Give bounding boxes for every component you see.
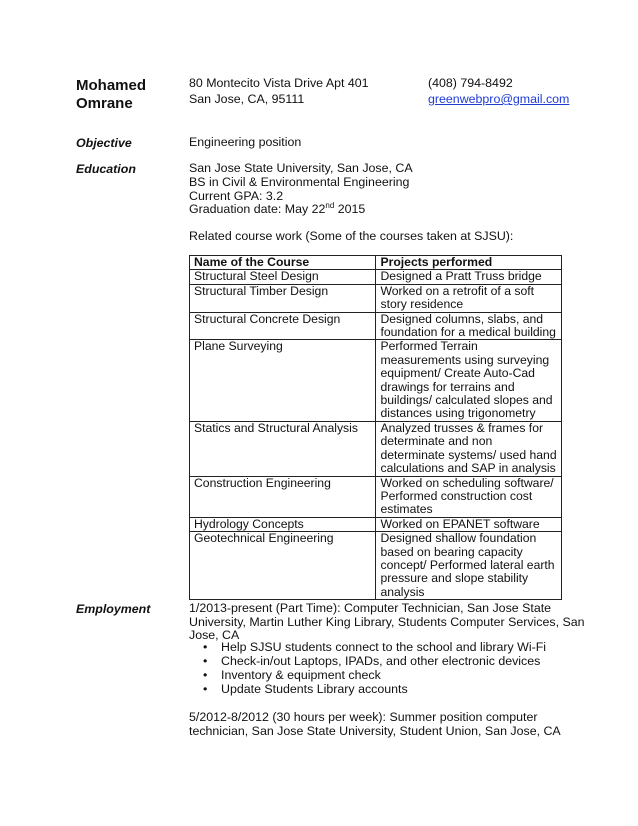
table-row (190, 312, 562, 340)
objective-text: Engineering position (189, 135, 302, 149)
list-item: • Update Students Library accounts (221, 682, 546, 696)
course-name: Hydrology Concepts (190, 517, 376, 531)
course-name: Structural Concrete Design (190, 312, 376, 340)
course-name: Statics and Structural Analysis (190, 421, 376, 476)
table-row (190, 421, 562, 476)
table-header-row (190, 256, 562, 270)
employment-label: Employment (76, 602, 151, 616)
table-row (190, 517, 562, 531)
objective-label: Objective (76, 136, 132, 150)
job2-line-1: 5/2012-8/2012 (30 hours per week): Summer position computer (189, 710, 538, 724)
graduation-prefix: Graduation date: May 22 (189, 202, 326, 216)
course-project: Worked on a retrofit of a soft story residence (376, 284, 562, 312)
education-school: San Jose State University, San Jose, CA (189, 161, 413, 175)
coursework-table (189, 255, 562, 600)
graduation-suffix: 2015 (334, 202, 366, 216)
table-header-course: Name of the Course (190, 256, 376, 270)
course-name: Structural Steel Design (190, 270, 376, 284)
course-project: Designed a Pratt Truss bridge (376, 270, 562, 284)
education-gpa: Current GPA: 3.2 (189, 189, 284, 203)
course-project: Worked on scheduling software/ Performed construction cost estimates (376, 476, 562, 517)
course-name: Construction Engineering (190, 476, 376, 517)
address-line-1: 80 Montecito Vista Drive Apt 401 (189, 76, 369, 90)
first-name: Mohamed (76, 77, 147, 94)
course-project: Designed columns, slabs, and foundation for a medical building (376, 312, 562, 340)
course-project: Analyzed trusses & frames for determinate and non determinate systems/ used hand calculations and SAP in analysis (376, 421, 562, 476)
table-row (190, 476, 562, 517)
list-item: • Help SJSU students connect to the school and library Wi-Fi (221, 640, 546, 654)
table-row (190, 532, 562, 600)
course-project: Worked on EPANET software (376, 517, 562, 531)
course-project: Performed Terrain measurements using surveying equipment/ Create Auto-Cad drawings for terrains and buildings/ calculated slopes and distances using trigonometry (376, 340, 562, 421)
course-project: Designed shallow foundation based on bearing capacity concept/ Performed lateral earth pressure and slope stability analysis (376, 532, 562, 600)
job1-duties-list (189, 640, 546, 696)
list-item: • Check-in/out Laptops, IPADs, and other electronic devices (221, 654, 546, 668)
education-graduation-date (189, 200, 366, 217)
job1-line-3: Jose, CA (189, 628, 240, 642)
last-name: Omrane (76, 95, 133, 112)
education-degree: BS in Civil & Environmental Engineering (189, 175, 410, 189)
list-item: • Inventory & equipment check (221, 668, 546, 682)
email-link[interactable]: greenwebpro@gmail.com (428, 92, 570, 106)
table-row (190, 270, 562, 284)
job1-line-2: University, Martin Luther King Library, Students Computer Services, San (189, 615, 585, 629)
job1-line-1: 1/2013-present (Part Time): Computer Technician, San Jose State (189, 601, 552, 615)
phone-number: (408) 794-8492 (428, 76, 513, 90)
job2-line-2: technician, San Jose State University, Student Union, San Jose, CA (189, 724, 561, 738)
address-line-2: San Jose, CA, 95111 (189, 92, 305, 106)
course-name: Structural Timber Design (190, 284, 376, 312)
table-row (190, 284, 562, 312)
coursework-intro: Related course work (Some of the courses taken at SJSU): (189, 229, 514, 243)
course-name: Plane Surveying (190, 340, 376, 421)
education-label: Education (76, 162, 136, 176)
graduation-superscript: nd (325, 200, 335, 210)
table-row (190, 340, 562, 421)
table-header-projects: Projects performed (376, 256, 562, 270)
course-name: Geotechnical Engineering (190, 532, 376, 600)
